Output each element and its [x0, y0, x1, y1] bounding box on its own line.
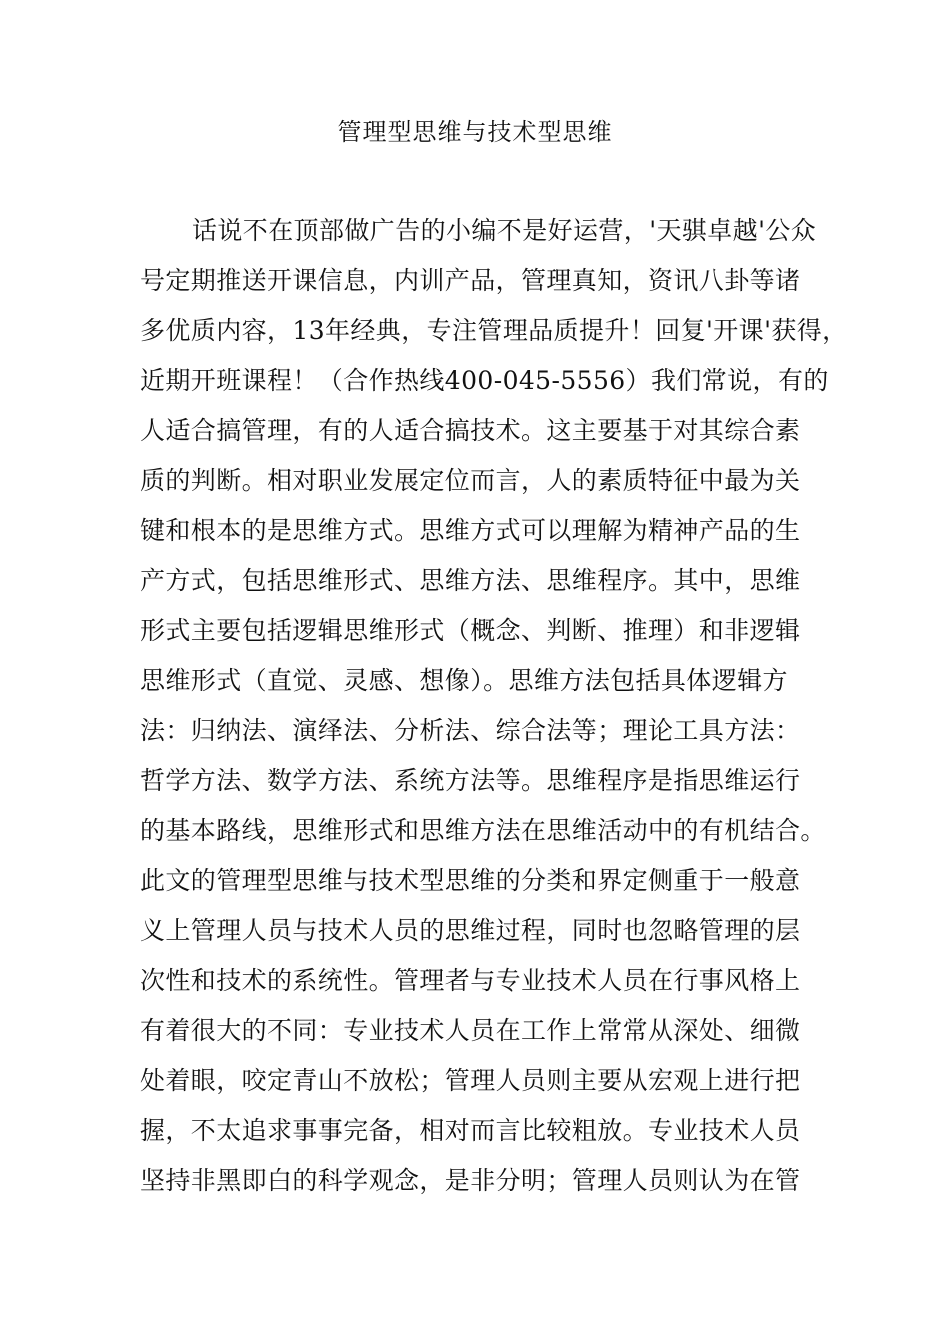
body-line: 握，不太追求事事完备，相对而言比较粗放。专业技术人员 — [140, 1116, 801, 1145]
document-body — [140, 206, 848, 1206]
body-line: 次性和技术的系统性。管理者与专业技术人员在行事风格上 — [140, 966, 801, 995]
body-line: 的基本路线，思维形式和思维方法在思维活动中的有机结合。 — [140, 816, 826, 845]
body-line: 键和根本的是思维方式。思维方式可以理解为精神产品的生 — [140, 516, 801, 545]
body-line: 质的判断。相对职业发展定位而言，人的素质特征中最为关 — [140, 466, 801, 495]
body-line: 处着眼，咬定青山不放松；管理人员则主要从宏观上进行把 — [140, 1066, 801, 1095]
body-line: 多优质内容，13年经典，专注管理品质提升！回复'开课'获得， — [140, 316, 848, 345]
body-line: 形式主要包括逻辑思维形式（概念、判断、推理）和非逻辑 — [140, 616, 801, 645]
body-line: 此文的管理型思维与技术型思维的分类和界定侧重于一般意 — [140, 866, 801, 895]
body-line: 法：归纳法、演绎法、分析法、综合法等；理论工具方法： — [140, 716, 801, 745]
body-line: 产方式，包括思维形式、思维方法、思维程序。其中，思维 — [140, 566, 801, 595]
body-line: 人适合搞管理，有的人适合搞技术。这主要基于对其综合素 — [140, 416, 801, 445]
document-title: 管理型思维与技术型思维 — [337, 118, 613, 146]
body-line: 坚持非黑即白的科学观念，是非分明；管理人员则认为在管 — [140, 1166, 801, 1195]
body-line: 义上管理人员与技术人员的思维过程，同时也忽略管理的层 — [140, 916, 801, 945]
body-line: 有着很大的不同：专业技术人员在工作上常常从深处、细微 — [140, 1016, 801, 1045]
body-line: 思维形式（直觉、灵感、想像）。思维方法包括具体逻辑方 — [140, 666, 788, 695]
body-line: 号定期推送开课信息，内训产品，管理真知，资讯八卦等诸 — [140, 266, 801, 295]
body-line: 近期开班课程！（合作热线400-045-5556）我们常说，有的 — [140, 366, 829, 395]
body-line: 哲学方法、数学方法、系统方法等。思维程序是指思维运行 — [140, 766, 801, 795]
body-line: 话说不在顶部做广告的小编不是好运营，'天骐卓越'公众 — [192, 216, 817, 245]
